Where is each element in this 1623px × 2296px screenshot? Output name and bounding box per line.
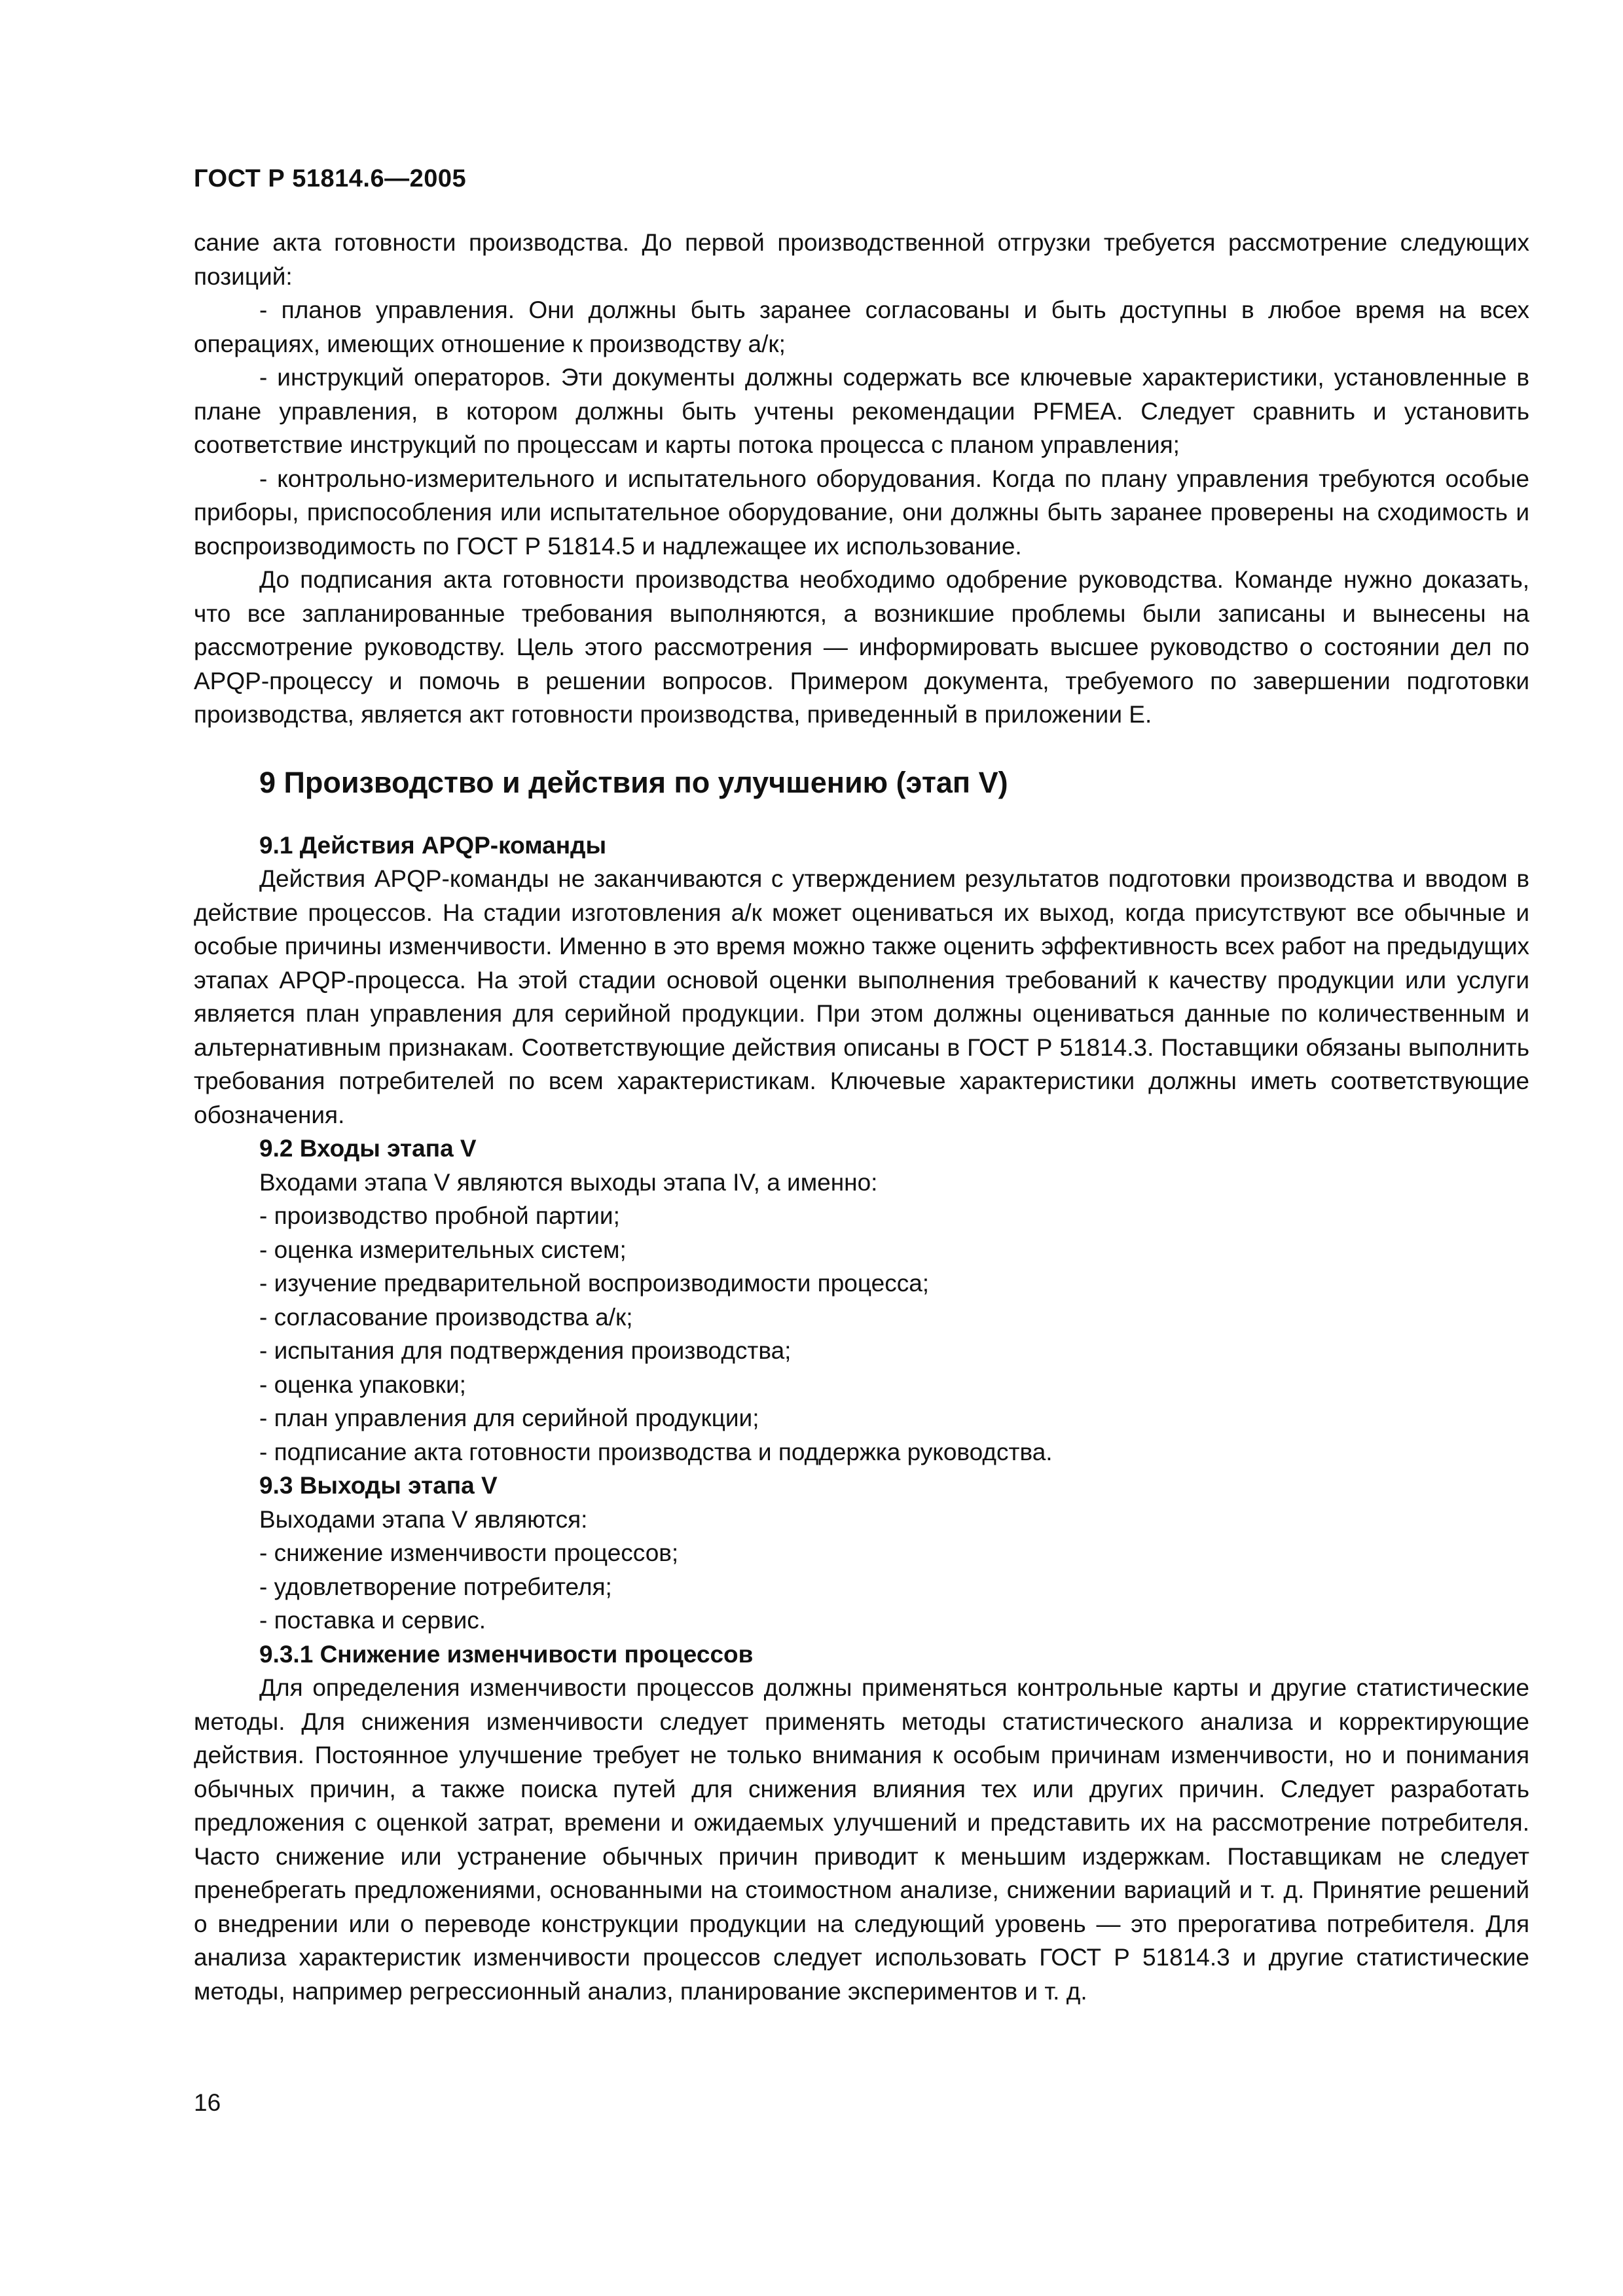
list-item-equipment: - контрольно-измерительного и испытательного оборудования. Когда по плану управления требуются особые приборы, приспособления или испытательное оборудование, они должны быть заранее проверены на сходимость и воспроизводимость по ГОСТ Р 51814.5 и надлежащее их использование. (194, 465, 1529, 560)
paragraph-approval: До подписания акта готовности производства необходимо одобрение руководства. Команде нужно доказать, что все запланированные требования выполняются, а возникшие проблемы были записаны и вынесены на рассмотрение руководству. Цель этого рассмотрения — информировать высшее руководство о состоянии дел по APQP-процессу и помочь в решении вопросов. Примером документа, требуемого по завершении подготовки производства, является акт готовности производства, приведенный в приложении Е. (194, 566, 1529, 728)
subsection-9-3-1-text: Для определения изменчивости процессов должны применяться контрольные карты и другие статистические методы. Для снижения изменчивости следует применять методы статистического анализа и корректирующие действия. Постоянное улучшение требует не только внимания к особым причинам изменчивости, но и понимания обычных причин, а также поиска путей для снижения влияния тех или других причин. Следует разработать предложения с оценкой затрат, времени и ожидаемых улучшений и представить их на рассмотрение потребителя. Часто снижение или устранение обычных причин приводит к меньшим издержкам. Поставщикам не следует пренебрегать предложениями, основанными на стоимостном анализе, снижении вариаций и т. д. Принятие решений о внедрении или о переводе конструкции продукции на следующий уровень — это прерогатива потребителя. Для анализа характеристик изменчивости процессов следует использовать ГОСТ Р 51814.3 и другие статистические методы, например регрессионный анализ, планирование экспериментов и т. д. (194, 1674, 1529, 2005)
list-item: - удовлетворение потребителя; (259, 1573, 612, 1600)
subsection-9-1-text: Действия APQP-команды не заканчиваются с утверждением результатов подготовки производства и вводом в действие процессов. На стадии изготовления а/к может оцениваться их выход, когда присутствуют все обычные и особые причины изменчивости. Именно в это время можно также оценить эффективность всех работ на предыдущих этапах APQP-процесса. На этой стадии основой оценки выполнения требований к качеству продукции или услуги является план управления для серийной продукции. При этом должны оцениваться данные по количественным и альтернативным признакам. Соответствующие действия описаны в ГОСТ Р 51814.3. Поставщики обязаны выполнить требования потребителей по всем характеристикам. Ключевые характеристики должны иметь соответствующие обозначения. (194, 865, 1529, 1128)
list-item: - согласование производства а/к; (259, 1303, 633, 1331)
subsection-9-3-title: 9.3 Выходы этапа V (259, 1472, 498, 1499)
list-item: - оценка измерительных систем; (259, 1236, 627, 1263)
paragraph-continuation: сание акта готовности производства. До первой производственной отгрузки требуется рассмотрение следующих позиций: (194, 229, 1529, 290)
list-item: - испытания для подтверждения производства; (259, 1337, 792, 1364)
list-item: - производство пробной партии; (259, 1202, 620, 1229)
list-item: - подписание акта готовности производства и поддержка руководства. (259, 1438, 1053, 1465)
subsection-9-3-1-title: 9.3.1 Снижение изменчивости процессов (259, 1640, 754, 1668)
page-number: 16 (194, 2089, 221, 2116)
subsection-9-3-lead: Выходами этапа V являются: (259, 1505, 588, 1533)
list-item: - план управления для серийной продукции; (259, 1405, 759, 1431)
page-content (194, 226, 1529, 2008)
list-item-instructions: - инструкций операторов. Эти документы должны содержать все ключевые характеристики, установленные в плане управления, в котором должны быть учтены рекомендации PFMEA. Следует сравнить и установить соответствие инструкций по процессам и карты потока процесса с планом управления; (194, 364, 1529, 458)
list-item: - поставка и сервис. (259, 1607, 486, 1634)
list-item: - оценка упаковки; (259, 1371, 466, 1398)
document-code: ГОСТ Р 51814.6—2005 (194, 165, 467, 192)
list-item: - снижение изменчивости процессов; (259, 1539, 679, 1566)
section-9-title: 9 Производство и действия по улучшению (этап V) (259, 765, 1008, 799)
subsection-9-2-title: 9.2 Входы этапа V (259, 1135, 477, 1162)
list-item-plans: - планов управления. Они должны быть заранее согласованы и быть доступны в любое время на всех операциях, имеющих отношение к производству а/к; (194, 296, 1529, 357)
subsection-9-1-title: 9.1 Действия APQP-команды (259, 831, 607, 859)
subsection-9-2-lead: Входами этапа V являются выходы этапа IV, а именно: (259, 1168, 878, 1196)
list-item: - изучение предварительной воспроизводимости процесса; (259, 1270, 930, 1297)
